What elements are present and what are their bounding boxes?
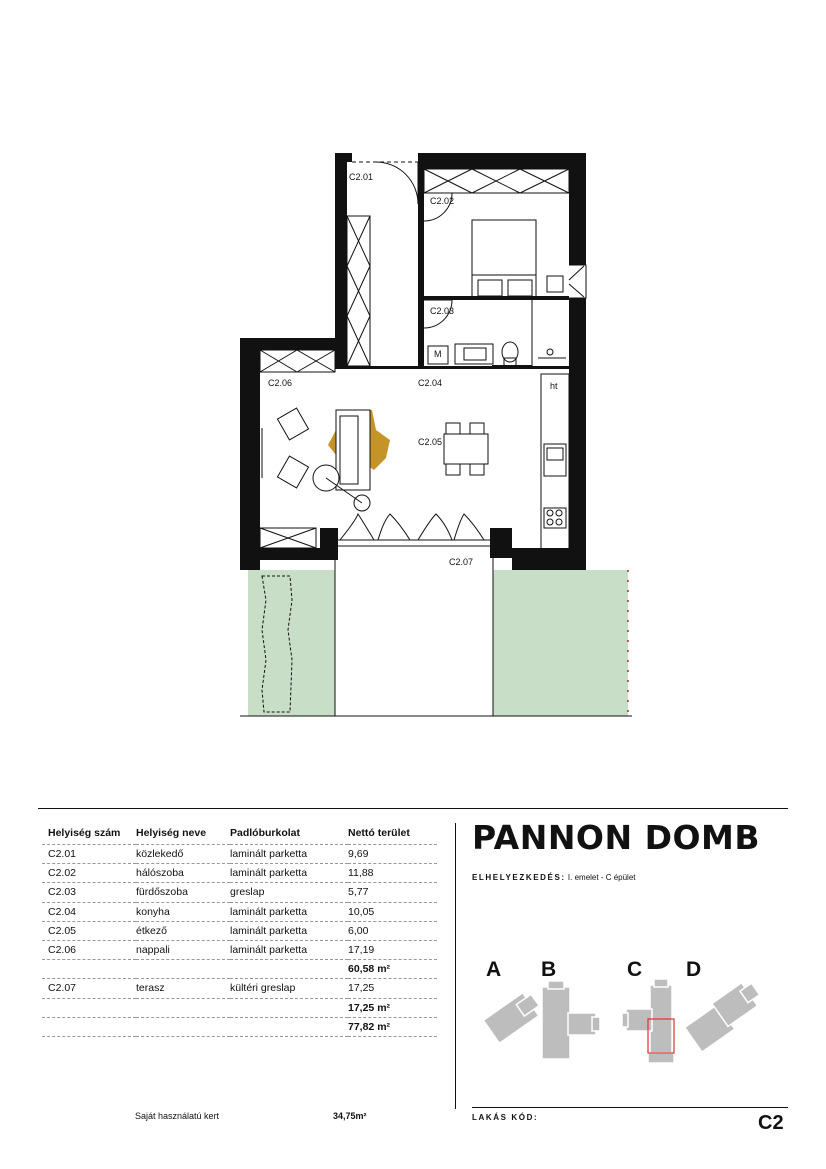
table-row: C2.05 étkező laminált parketta 6,00 xyxy=(42,921,437,940)
column-header-number: Helyiség szám xyxy=(42,826,136,845)
subtotal-terrace-row xyxy=(42,998,437,1017)
location xyxy=(472,873,636,882)
location-key: ELHELYEZKEDÉS: xyxy=(472,873,566,882)
subtotal-terrace: 17,25 m² xyxy=(348,998,437,1017)
building-site-plan xyxy=(480,975,770,1070)
divider-vertical xyxy=(455,823,456,1109)
divider-top xyxy=(38,808,788,809)
room-label-c2-07: C2.07 xyxy=(449,557,474,567)
dining-table xyxy=(444,423,488,475)
room-label-c2-06: C2.06 xyxy=(268,378,293,388)
room-label-c2-04: C2.04 xyxy=(418,378,443,388)
room-label-c2-03: C2.03 xyxy=(430,306,455,316)
total-area: 77,82 m² xyxy=(348,1017,437,1036)
living-room-furniture xyxy=(262,408,370,511)
wardrobes xyxy=(260,169,569,548)
room-area-table xyxy=(42,826,437,1037)
column-header-area: Nettó terület xyxy=(348,826,437,845)
column-header-name: Helyiség neve xyxy=(136,826,230,845)
kitchen-counter xyxy=(541,374,569,550)
location-value: I. emelet - C épület xyxy=(567,873,636,882)
room-label-c2-05: C2.05 xyxy=(418,437,443,447)
table-row: C2.01 közlekedő laminált parketta 9,69 xyxy=(42,845,437,864)
garden-value: 34,75m² xyxy=(333,1111,367,1121)
fridge-label: ht xyxy=(550,381,558,391)
apartment-code-value: C2 xyxy=(758,1112,784,1134)
column-header-floor: Padlóburkolat xyxy=(230,826,348,845)
bed xyxy=(472,220,563,298)
building-label-d: D xyxy=(686,958,702,981)
garden-right xyxy=(493,570,628,716)
table-row: C2.04 konyha laminált parketta 10,05 xyxy=(42,902,437,921)
room-label-c2-02: C2.02 xyxy=(430,196,455,206)
table-row: C2.03 fürdőszoba greslap 5,77 xyxy=(42,883,437,902)
apartment-code-label: LAKÁS KÓD: xyxy=(472,1113,539,1122)
total-row xyxy=(42,1017,437,1036)
garden-left xyxy=(248,570,335,716)
washing-machine-label: M xyxy=(434,349,442,359)
building-label-a: A xyxy=(486,958,502,981)
table-row: C2.06 nappali laminált parketta 17,19 xyxy=(42,940,437,959)
room-label-c2-01: C2.01 xyxy=(349,172,374,182)
subtotal-indoor-row xyxy=(42,960,437,979)
building-b xyxy=(542,981,600,1059)
walls xyxy=(240,153,586,570)
subtotal-indoor: 60,58 m² xyxy=(348,960,437,979)
building-label-c: C xyxy=(627,958,643,981)
divider-bottom xyxy=(472,1107,788,1108)
building-d xyxy=(682,978,767,1052)
building-a xyxy=(483,989,543,1043)
table-row: C2.07 terasz kültéri greslap 17,25 xyxy=(42,979,437,998)
building-label-b: B xyxy=(541,958,557,981)
table-row: C2.02 hálószoba laminált parketta 11,88 xyxy=(42,864,437,883)
garden-label: Saját használatú kert xyxy=(135,1111,220,1121)
brand-logo: PANNON DOMB xyxy=(472,818,761,857)
table-header-row xyxy=(42,826,437,845)
